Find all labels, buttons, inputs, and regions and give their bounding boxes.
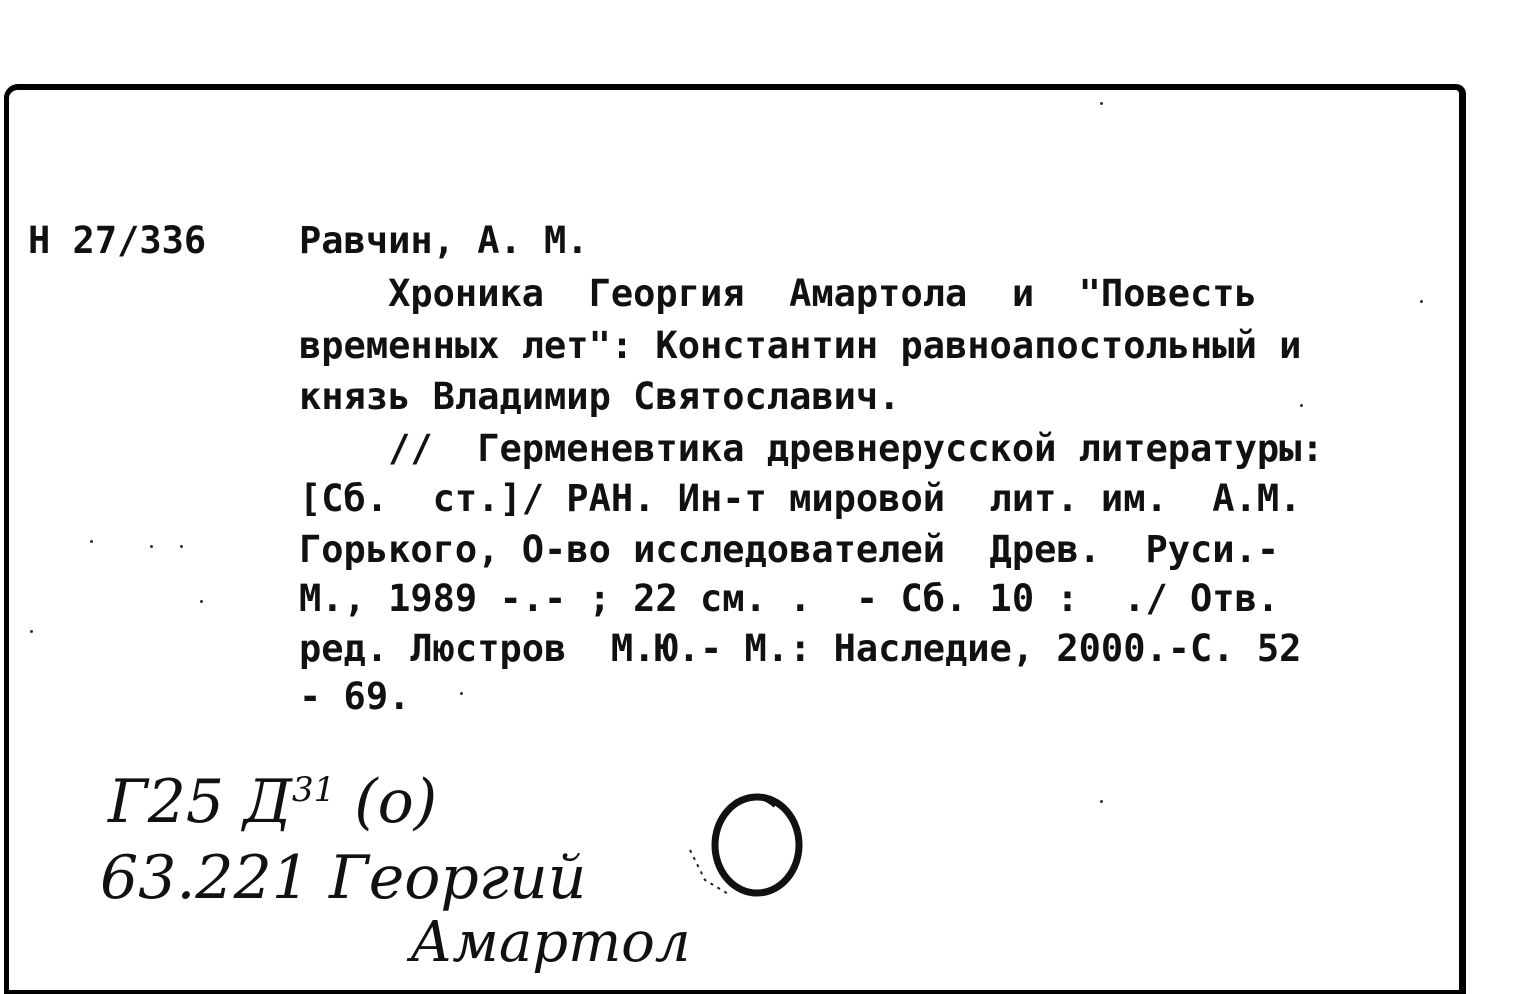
speck (150, 545, 153, 548)
speck (90, 540, 93, 543)
title-line-3: князь Владимир Святославич. (299, 375, 901, 418)
speck (1100, 800, 1103, 803)
source-line-3: Горького, О-во исследователей Древ. Руси.- (299, 528, 1280, 571)
author-line: Равчин, А. М. (299, 219, 589, 262)
speck (1300, 404, 1303, 407)
handwritten-classification-2: 63.221 Георгий (100, 843, 587, 913)
handwritten-classification-3: Амартол (410, 910, 691, 975)
title-line-1: Хроника Георгия Амартола и "Повесть (299, 272, 1257, 315)
title-line-2: временных лет": Константин равноапостольный и (299, 324, 1302, 367)
speck (460, 692, 463, 695)
speck (1420, 300, 1423, 303)
speck (1100, 102, 1103, 105)
speck (200, 600, 203, 603)
source-line-6: - 69. (299, 675, 411, 718)
classification-1-superscript: 31 (291, 770, 336, 810)
source-line-5: ред. Люстров М.Ю.- М.: Наследие, 2000.-С. 52 (299, 627, 1302, 670)
classification-1-suffix: (о) (335, 767, 438, 837)
source-line-1: // Герменевтика древнерусской литературы: (299, 427, 1324, 470)
classification-1-main: Г25 Д (108, 767, 292, 837)
source-line-2: [Сб. ст.]/ РАН. Ин-т мировой лит. им. А.М. (299, 477, 1302, 520)
source-line-4: М., 1989 -.- ; 22 см. . - Сб. 10 : ./ Отв. (299, 577, 1280, 620)
speck (30, 630, 33, 633)
speck (180, 545, 183, 548)
shelfmark: Н 27/336 (28, 219, 207, 262)
